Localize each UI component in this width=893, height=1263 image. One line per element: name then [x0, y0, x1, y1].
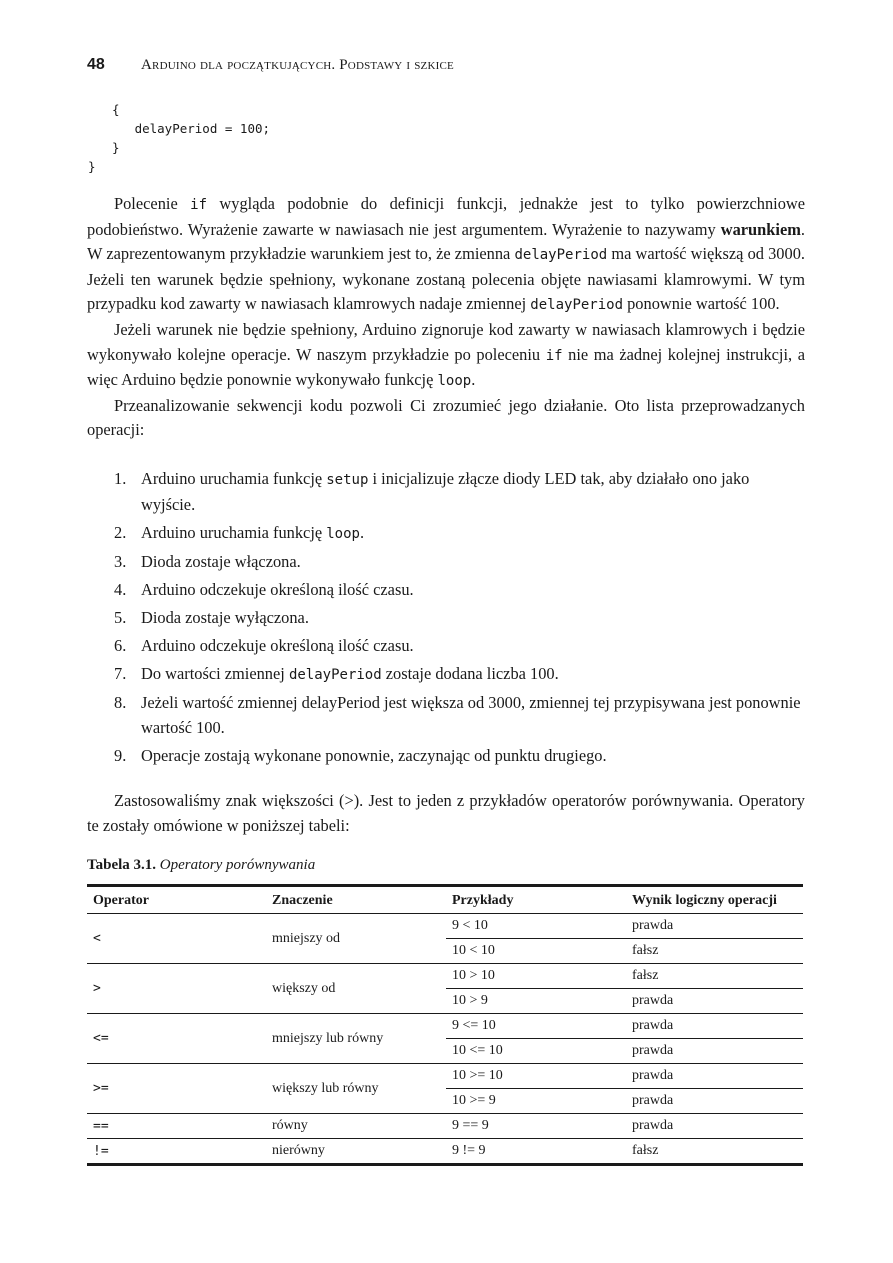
list-number: 7. — [114, 664, 127, 684]
meaning-cell: mniejszy od — [266, 914, 446, 964]
list-item — [87, 744, 805, 769]
running-title: Arduino dla początkujących. Podstawy i szkice — [141, 57, 454, 73]
text-run: Jeżeli warunek nie będzie spełniony, Arduino zignoruje kod zawarty w nawiasach klamrowych i będzie wykonywało kolejne operacje. W naszym przykładzie po poleceniu — [87, 319, 805, 364]
list-item — [87, 521, 805, 547]
list-number: 2. — [114, 522, 127, 542]
example-cell: 10 > 9 — [446, 989, 626, 1014]
column-header: Przykłady — [446, 886, 626, 914]
result-cell: fałsz — [626, 964, 803, 989]
paragraph-if-statement — [87, 192, 805, 318]
text-run: ponownie wartość 100. — [623, 294, 780, 314]
table-row — [87, 914, 803, 939]
list-item — [87, 578, 805, 603]
list-number: 4. — [114, 579, 127, 599]
result-cell: prawda — [626, 1039, 803, 1064]
text-run: . W zaprezentowanym przykładzie warunkiem jest to, że zmienna — [87, 219, 805, 264]
example-cell: 9 != 9 — [446, 1139, 626, 1165]
table-label: Tabela 3.1. — [87, 857, 157, 873]
column-header: Znaczenie — [266, 886, 446, 914]
meaning-cell: nierówny — [266, 1139, 446, 1165]
table-row — [87, 1139, 803, 1165]
code-line: delayPeriod = 100; — [112, 121, 271, 136]
table-header-row — [87, 886, 803, 914]
inline-code: loop — [437, 373, 472, 390]
code-line: } — [112, 140, 120, 155]
body-text-lower — [87, 789, 805, 838]
code-line: { — [112, 102, 120, 117]
example-cell: 9 < 10 — [446, 914, 626, 939]
text-run: i inicjalizuje złącze diody LED tak, aby działało ono jako wyjście. — [141, 469, 750, 514]
result-cell: prawda — [626, 1064, 803, 1089]
text-run: Operacje zostają wykonane ponownie, zaczynając od punktu drugiego. — [141, 745, 607, 765]
text-run: ma wartość większą od 3000. Jeżeli ten warunek będzie spełniony, wykonane zostaną polecenia objęte nawiasami klamrowymi. W tym przypadku kod zawarty w nawiasach klamrowych nadaje zmiennej — [87, 244, 805, 314]
inline-code: if — [190, 197, 207, 213]
table-row — [87, 1114, 803, 1139]
meaning-cell: mniejszy lub równy — [266, 1014, 446, 1064]
example-cell: 10 >= 9 — [446, 1089, 626, 1114]
text-run: Arduino uruchamia funkcję — [141, 469, 327, 488]
operator-cell: >= — [87, 1064, 266, 1114]
table-title: Operatory porównywania — [159, 857, 316, 873]
paragraph-operators-intro: Zastosowaliśmy znak większości (>). Jest to jeden z przykładów operatorów porównywania. Operatory te zostały omówione w poniższej tabeli: — [87, 791, 805, 835]
column-header: Operator — [87, 886, 266, 914]
example-cell: 9 == 9 — [446, 1114, 626, 1139]
list-item — [87, 467, 805, 517]
list-item — [87, 691, 805, 740]
text-run: Dioda zostaje wyłączona. — [141, 607, 309, 627]
list-number: 3. — [114, 551, 127, 571]
code-line: } — [88, 159, 96, 174]
list-number: 6. — [114, 636, 127, 656]
column-header: Wynik logiczny operacji — [626, 886, 803, 914]
paragraph-condition-false — [87, 318, 805, 394]
result-cell: prawda — [626, 989, 803, 1014]
operator-cell: == — [87, 1114, 266, 1139]
inline-code: delayPeriod — [530, 297, 624, 314]
paragraph-sequence-intro: Przeanalizowanie sekwencji kodu pozwoli Ci zrozumieć jego działanie. Oto lista przeprowadzanych operacji: — [87, 395, 805, 440]
list-item — [87, 634, 805, 659]
inline-code: setup — [326, 472, 369, 488]
list-item — [87, 606, 805, 631]
list-item — [87, 662, 805, 688]
text-run: Jeżeli wartość zmiennej delayPeriod jest większa od 3000, zmiennej tej przypisywana jest ponownie wartość 100. — [141, 693, 801, 737]
table-caption — [87, 857, 315, 874]
example-cell: 10 >= 10 — [446, 1064, 626, 1089]
result-cell: prawda — [626, 914, 803, 939]
page-number: 48 — [87, 56, 105, 73]
example-cell: 10 > 10 — [446, 964, 626, 989]
result-cell: fałsz — [626, 1139, 803, 1165]
text-run: wygląda podobnie do definicji funkcji, jednakże jest to tylko powierzchniowe podobieństwo. Wyrażenie zawarte w nawiasach nie jest argumentem. Wyrażenie to nazywamy — [87, 194, 806, 239]
bold-term: warunkiem — [720, 219, 801, 239]
text-run: zostaje dodana liczba 100. — [381, 664, 559, 684]
inline-code: if — [545, 347, 563, 364]
list-number: 8. — [114, 693, 127, 713]
operator-cell: != — [87, 1139, 266, 1165]
text-run: . — [471, 370, 476, 390]
text-run: Do wartości zmiennej — [141, 664, 289, 684]
result-cell: prawda — [626, 1114, 803, 1139]
example-cell: 9 <= 10 — [446, 1014, 626, 1039]
operations-list — [87, 467, 805, 772]
meaning-cell: większy lub równy — [266, 1064, 446, 1114]
table-row — [87, 964, 803, 989]
inline-code: delayPeriod — [288, 667, 382, 684]
result-cell: fałsz — [626, 939, 803, 964]
table-row — [87, 1064, 803, 1089]
operator-cell: <= — [87, 1014, 266, 1064]
list-number: 1. — [114, 469, 127, 488]
text-run: Arduino uruchamia funkcję — [141, 522, 327, 542]
operators-table — [87, 884, 803, 1166]
text-run: Arduino odczekuje określoną ilość czasu. — [141, 636, 414, 656]
operator-cell: > — [87, 964, 266, 1014]
body-text-upper — [87, 192, 805, 443]
inline-code: delayPeriod — [514, 247, 608, 264]
example-cell: 10 < 10 — [446, 939, 626, 964]
text-run: . — [359, 522, 365, 542]
result-cell: prawda — [626, 1014, 803, 1039]
inline-code: loop — [326, 525, 360, 542]
operator-cell: < — [87, 914, 266, 964]
code-snippet — [88, 100, 271, 176]
text-run: Polecenie — [114, 194, 191, 213]
text-run: Arduino odczekuje określoną ilość czasu. — [141, 579, 414, 599]
list-number: 9. — [114, 745, 127, 765]
meaning-cell: równy — [266, 1114, 446, 1139]
result-cell: prawda — [626, 1089, 803, 1114]
text-run: Dioda zostaje włączona. — [141, 551, 301, 571]
list-number: 5. — [114, 607, 127, 627]
text-run: nie ma żadnej kolejnej instrukcji, a więc Arduino będzie ponownie wykonywało funkcję — [87, 344, 805, 390]
meaning-cell: większy od — [266, 964, 446, 1014]
example-cell: 10 <= 10 — [446, 1039, 626, 1064]
list-item — [87, 550, 805, 575]
table-row — [87, 1014, 803, 1039]
